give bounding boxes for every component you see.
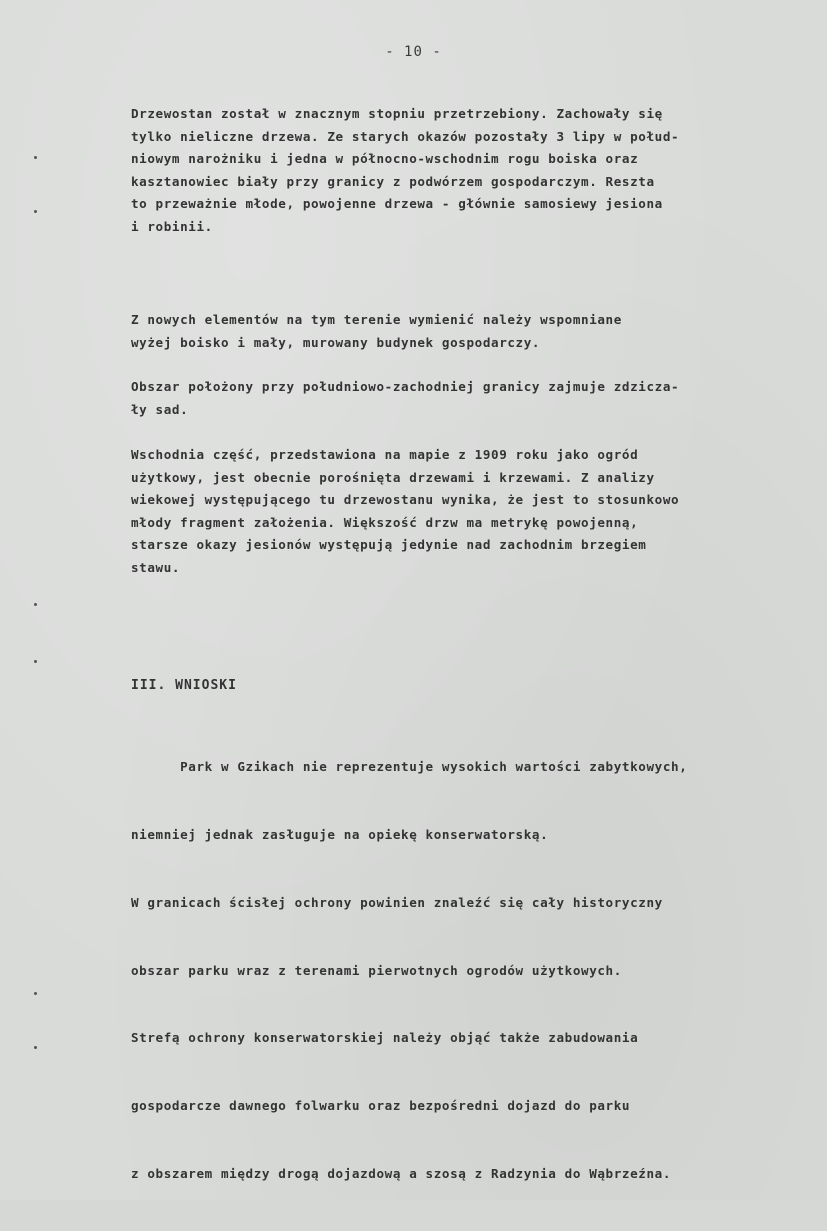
text-line: starsze okazy jesionów występują jedynie nad zachodnim brzegiem [131,537,647,553]
text-line: Z nowych elementów na tym terenie wymienić należy wspomniane [131,312,622,327]
text-line: Park w Gzikach nie reprezentuje wysokich wartości zabytkowych, [131,759,688,775]
page-number: - 10 - [385,44,442,60]
text-line: obszar parku wraz z terenami pierwotnych ogrodów użytkowych. [131,962,622,978]
text-line: wyżej boisko i mały, murowany budynek gospodarczy. [131,334,541,350]
text-line: z obszarem między drogą dojazdową a szosą z Radzynia do Wąbrzeźna. [131,1165,672,1181]
punch-mark [34,660,37,663]
text-line: stawu. [131,559,181,575]
paragraph-wnioski [131,711,827,1231]
text-line: Drzewostan został w znacznym stopniu przetrzebiony. Zachowały się [131,106,663,121]
punch-mark [34,1046,37,1049]
text-line: użytkowy, jest obecnie porośnięta drzewami i krzewami. Z analizy [131,469,655,485]
punch-mark [34,156,37,159]
text-line: niemniej jednak zasługuje na opiekę konserwatorską. [131,826,549,842]
paragraph-wschodnia-czesc [131,444,827,580]
text-line: gospodarcze dawnego folwarku oraz bezpośredni dojazd do parku [131,1098,631,1114]
punch-mark [34,992,37,995]
text-line: tylko nieliczne drzewa. Ze starych okazów pozostały 3 lipy w połud- [131,128,680,144]
punch-mark [34,210,37,213]
punch-mark [34,603,37,606]
text-line: Obszar położony przy południowo-zachodniej granicy zajmuje zdzicza- [131,379,680,394]
text-line: W granicach ścisłej ochrony powinien znaleźć się cały historyczny [131,894,663,910]
text-line: i robinii. [131,218,213,234]
text-line: to przeważnie młode, powojenne drzewa - głównie samosiewy jesiona [131,196,663,212]
section-heading: III. WNIOSKI [131,678,237,693]
text-line: Wschodnia część, przedstawiona na mapie z 1909 roku jako ogród [131,447,639,462]
paragraph-drzewostan [131,103,827,239]
text-line: kasztanowiec biały przy granicy z podwórzem gospodarczym. Reszta [131,173,655,189]
text-line: niowym narożniku i jedna w północno-wschodnim rogu boiska oraz [131,151,639,167]
text-line: wiekowej występującego tu drzewostanu wynika, że jest to stosunkowo [131,492,680,508]
paragraph-obszar-sad [131,376,827,421]
text-line: Strefą ochrony konserwatorskiej należy objąć także zabudowania [131,1030,639,1046]
paragraph-nowe-elementy [131,309,827,354]
text-line: młody fragment założenia. Większość drzw ma metrykę powojenną, [131,514,639,530]
text-line: ły sad. [131,401,189,417]
